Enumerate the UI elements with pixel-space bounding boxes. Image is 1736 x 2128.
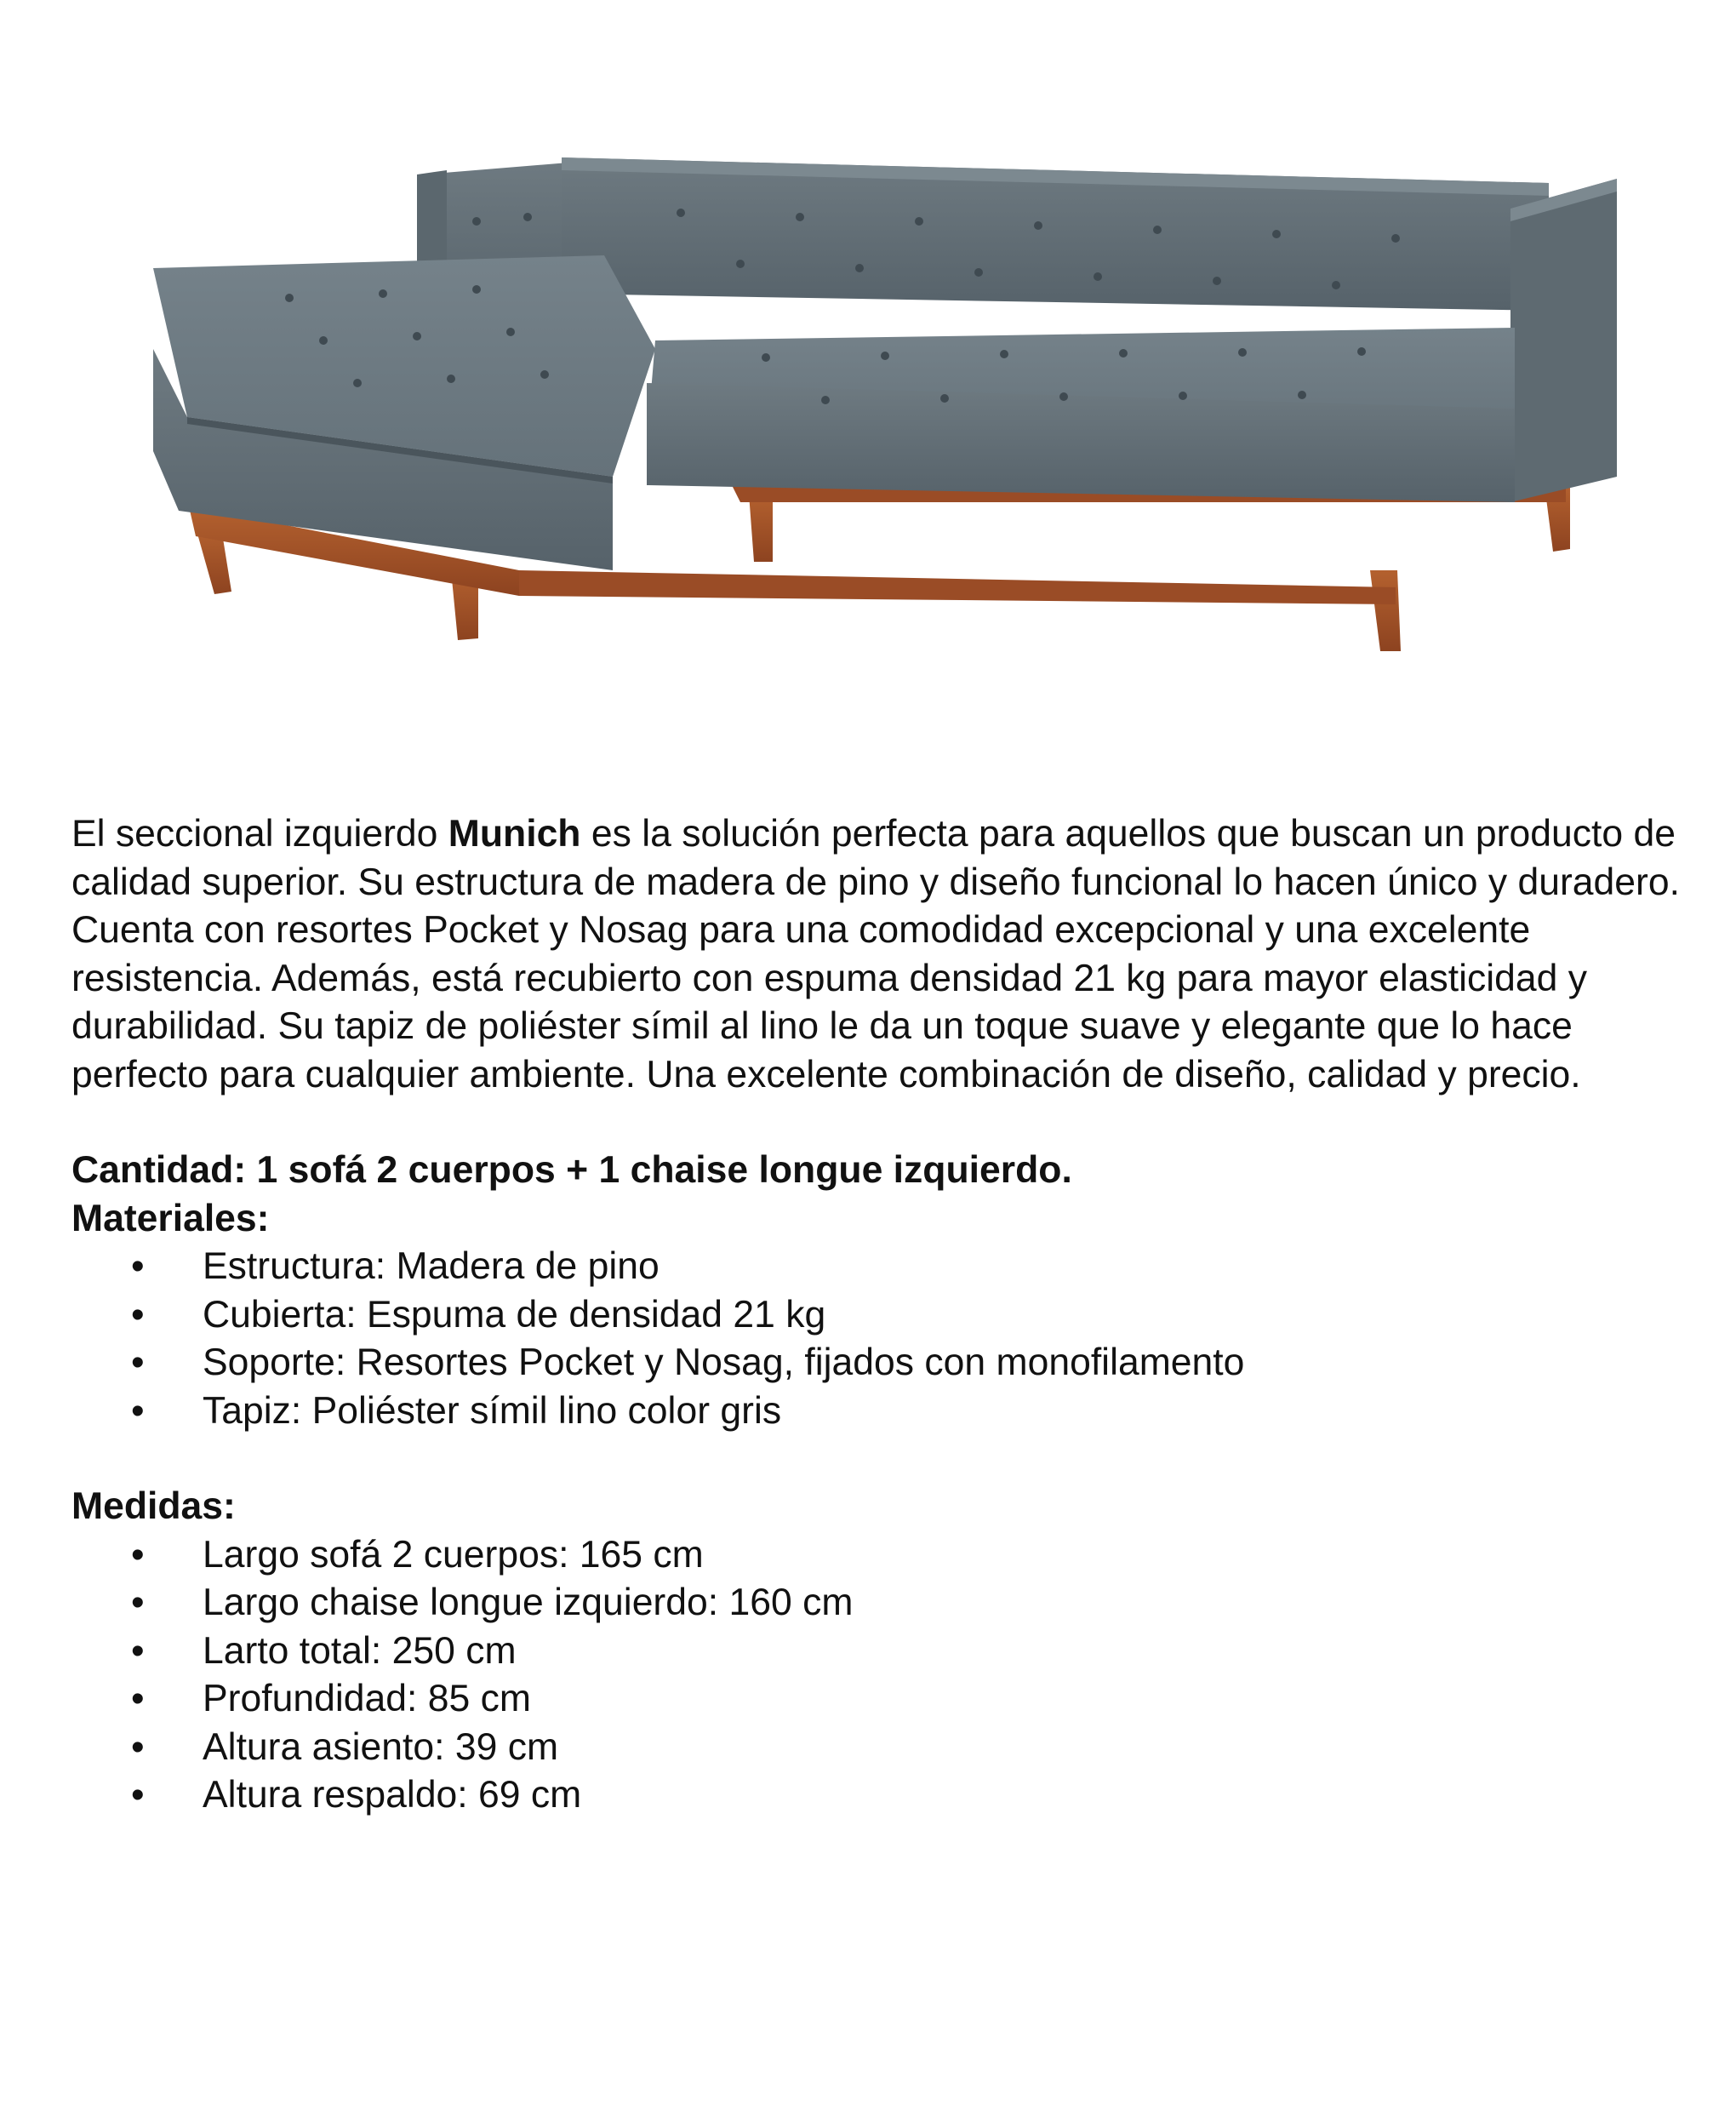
list-item: • Largo chaise longue izquierdo: 160 cm xyxy=(71,1579,1688,1627)
quantity-line: Cantidad: 1 sofá 2 cuerpos + 1 chaise longue izquierdo. xyxy=(71,1149,1072,1191)
list-item: • Largo sofá 2 cuerpos: 165 cm xyxy=(71,1531,1688,1580)
product-description xyxy=(71,810,1688,1868)
description-body: es la solución perfecta para aquellos que buscan un producto de calidad superior. Su estructura de madera de pino y diseño funcional lo hacen único y duradero. Cuenta con resortes Pocket y Nosag para una comodidad excepcional y una excelente resistencia. Además, está recubierto con espuma densidad 21 kg para mayor elasticidad y durabilidad. Su tapiz de poliéster símil al lino le da un toque suave y elegante que lo hace perfecto para cualquier ambiente. Una excelente combinación de diseño, calidad y precio. xyxy=(71,813,1680,1095)
list-item: • Altura respaldo: 69 cm xyxy=(71,1771,1688,1820)
product-name: Munich xyxy=(448,813,581,855)
list-item: • Larto total: 250 cm xyxy=(71,1627,1688,1676)
materials-list xyxy=(71,1243,1688,1435)
description-intro: El seccional izquierdo xyxy=(71,813,448,855)
list-item: • Altura asiento: 39 cm xyxy=(71,1724,1688,1772)
materials-heading: Materiales: xyxy=(71,1197,270,1239)
list-item: • Estructura: Madera de pino xyxy=(71,1243,1688,1291)
list-item: • Soporte: Resortes Pocket y Nosag, fijados con monofilamento xyxy=(71,1339,1688,1387)
measurements-heading: Medidas: xyxy=(71,1485,236,1527)
measurements-list xyxy=(71,1531,1688,1820)
list-item: • Tapiz: Poliéster símil lino color gris xyxy=(71,1387,1688,1436)
list-item: • Profundidad: 85 cm xyxy=(71,1675,1688,1724)
description-paragraph xyxy=(71,810,1688,1099)
sofa-image xyxy=(153,128,1617,689)
list-item: • Cubierta: Espuma de densidad 21 kg xyxy=(71,1291,1688,1340)
